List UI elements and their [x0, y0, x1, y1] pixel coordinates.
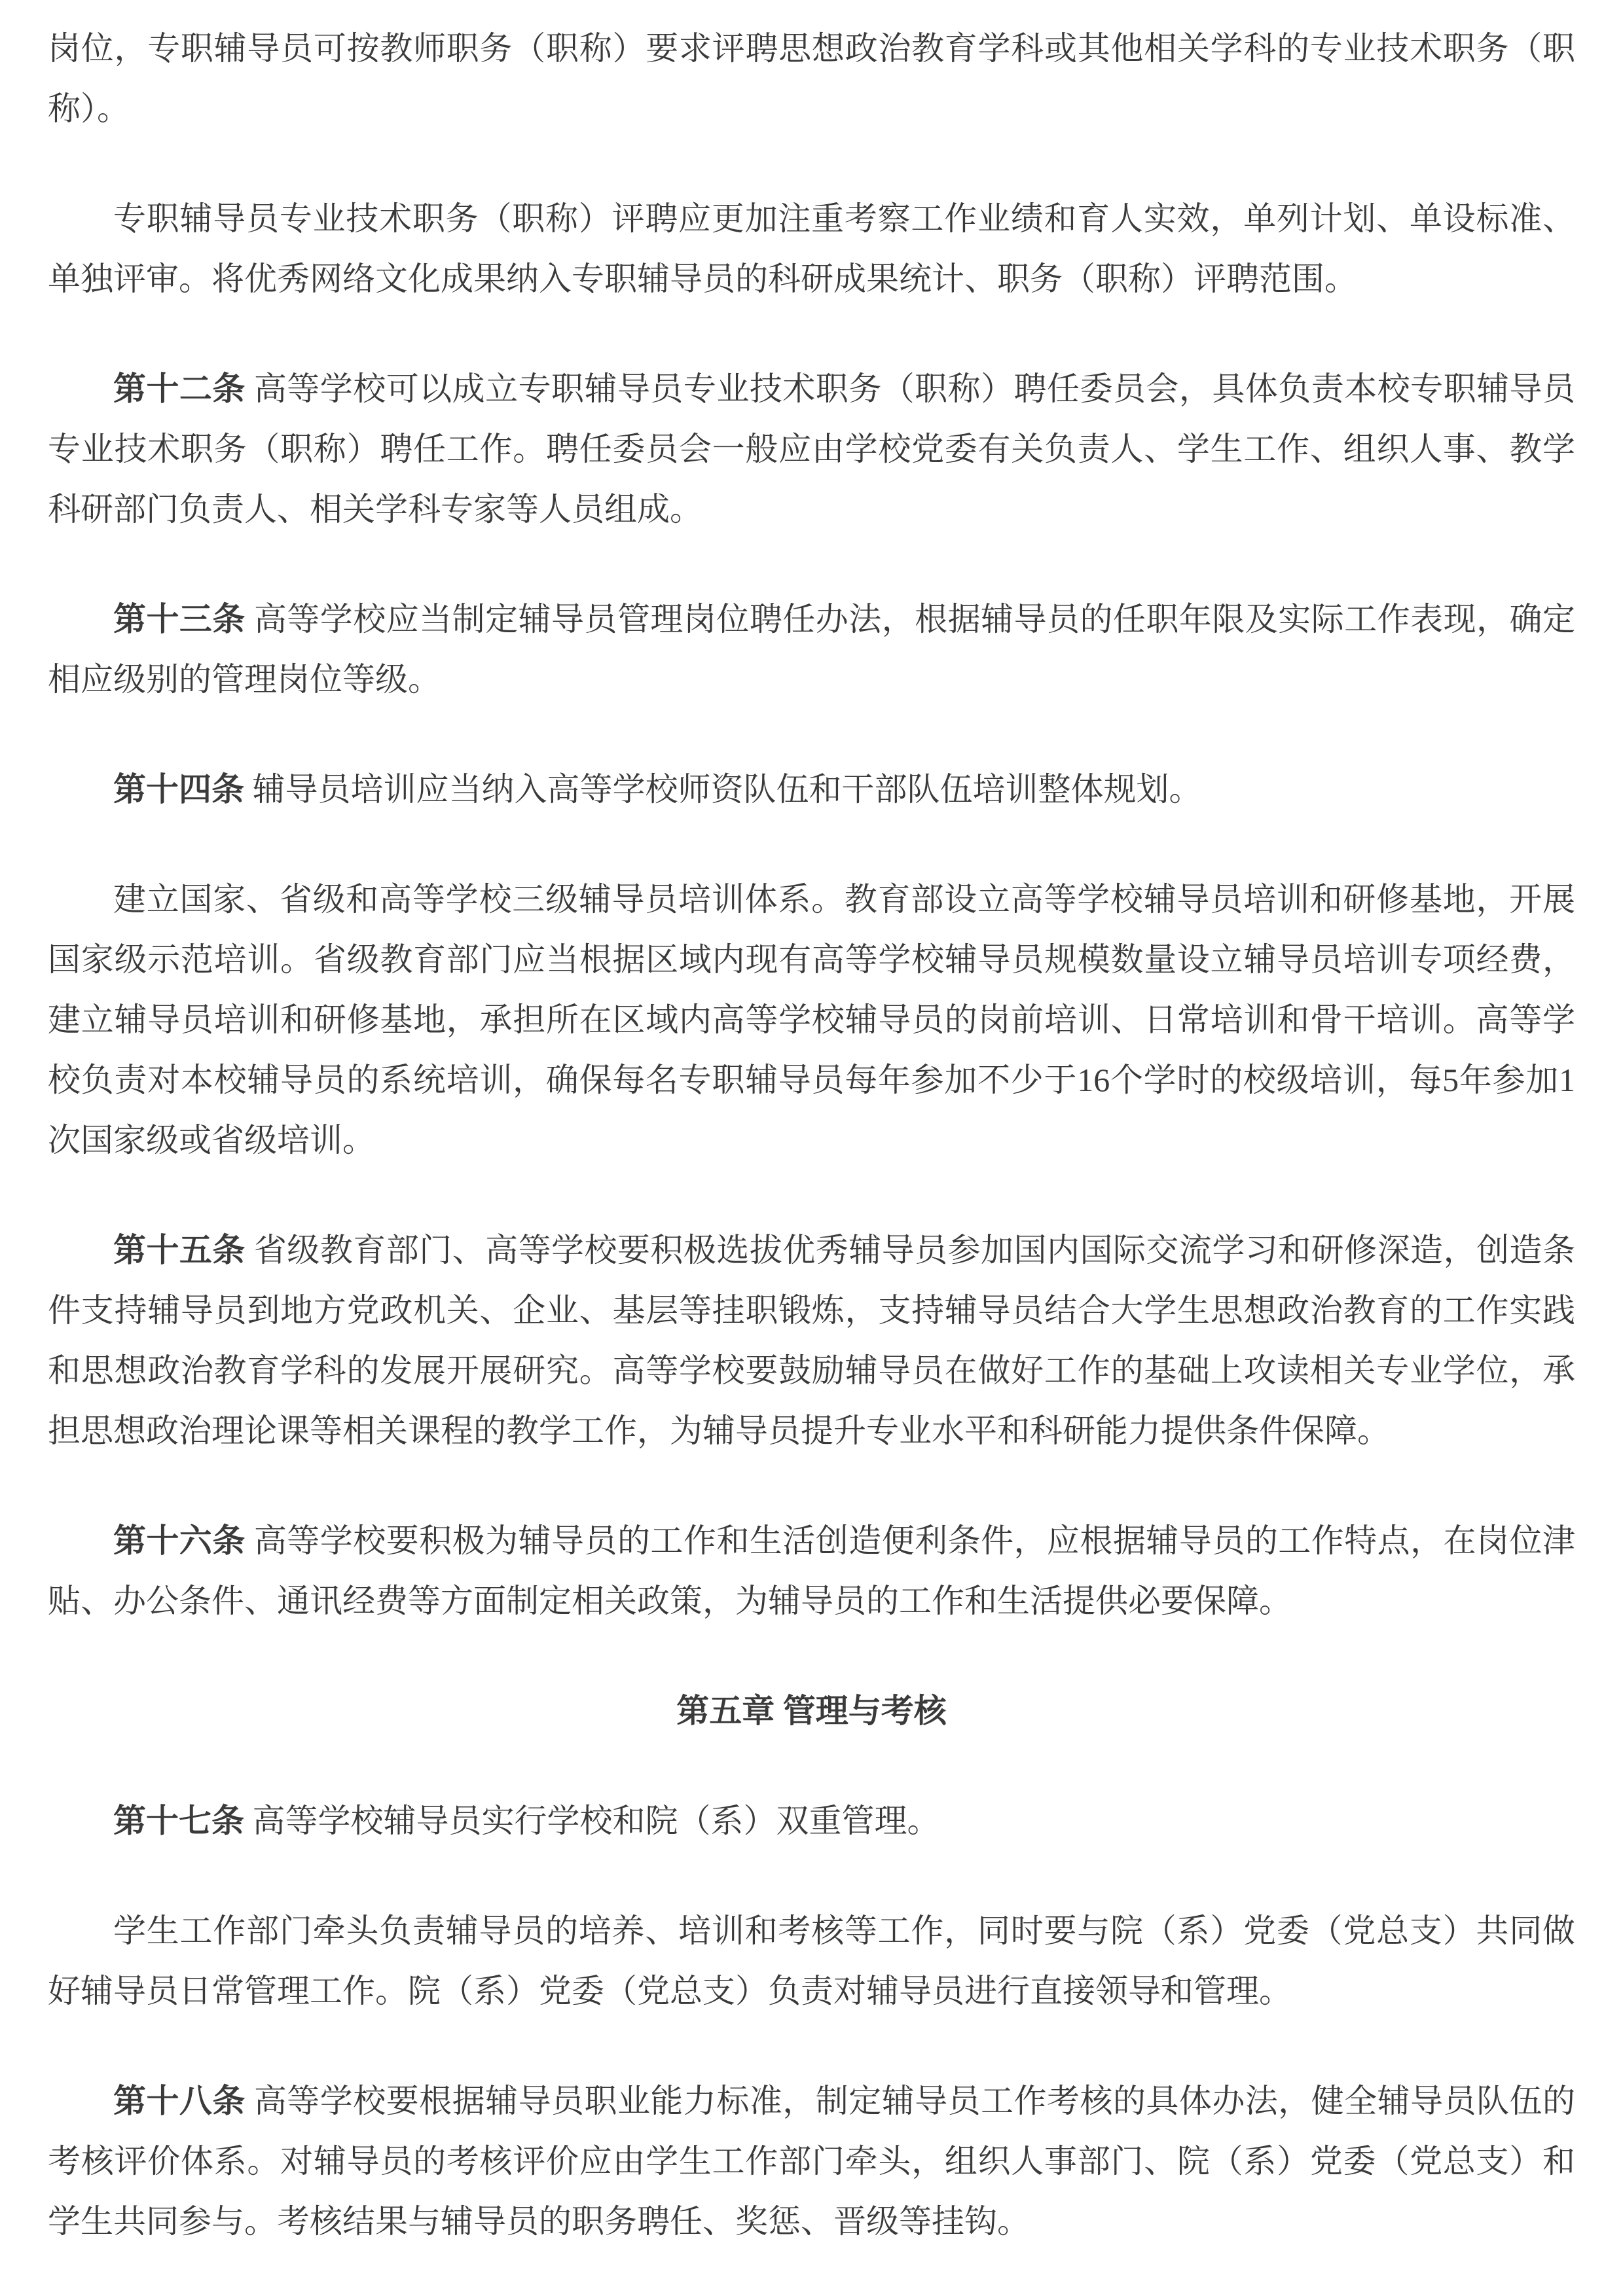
chapter-heading: 第五章 管理与考核 — [676, 1693, 947, 1729]
article-number: 第十四条 — [113, 771, 244, 808]
paragraph: 学生工作部门牵头负责辅导员的培养、培训和考核等工作，同时要与院（系）党委（党总支）共同做好辅导员日常管理工作。院（系）党委（党总支）负责对辅导员进行直接领导和管理。 — [48, 1912, 1575, 2009]
paragraph: 第十二条 高等学校可以成立专职辅导员专业技术职务（职称）聘任委员会，具体负责本校专职辅导员专业技术职务（职称）聘任工作。聘任委员会一般应由学校党委有关负责人、学生工作、组织人事、教学科研部门负责人、相关学科专家等人员组成。 — [48, 370, 1576, 528]
paragraph: 第十七条 高等学校辅导员实行学校和院（系）双重管理。 — [113, 1803, 940, 1839]
paragraph: 第十三条 高等学校应当制定辅导员管理岗位聘任办法，根据辅导员的任职年限及实际工作表现，确定相应级别的管理岗位等级。 — [48, 601, 1576, 698]
document-content — [48, 18, 1575, 2251]
paragraph: 第十五条 省级教育部门、高等学校要积极选拔优秀辅导员参加国内国际交流学习和研修深造，创造条件支持辅导员到地方党政机关、企业、基层等挂职锻炼，支持辅导员结合大学生思想政治教育的工作实践和思想政治教育学科的发展开展研究。高等学校要鼓励辅导员在做好工作的基础上攻读相关专业学位，承担思想政治理论课等相关课程的教学工作，为辅导员提升专业水平和科研能力提供条件保障。 — [48, 1232, 1576, 1449]
article-number: 第十七条 — [113, 1803, 244, 1839]
article-number: 第十二条 — [113, 370, 246, 407]
article-number: 第十三条 — [113, 601, 246, 637]
paragraph: 专职辅导员专业技术职务（职称）评聘应更加注重考察工作业绩和育人实效，单列计划、单设标准、单独评审。将优秀网络文化成果纳入专职辅导员的科研成果统计、职务（职称）评聘范围。 — [48, 200, 1575, 297]
paragraph: 岗位，专职辅导员可按教师职务（职称）要求评聘思想政治教育学科或其他相关学科的专业技术职务（职称）。 — [48, 30, 1575, 127]
paragraph: 第十六条 高等学校要积极为辅导员的工作和生活创造便利条件，应根据辅导员的工作特点，在岗位津贴、办公条件、通讯经费等方面制定相关政策，为辅导员的工作和生活提供必要保障。 — [48, 1522, 1576, 1619]
article-number: 第十六条 — [113, 1522, 246, 1559]
article-number: 第十八条 — [113, 2083, 246, 2119]
paragraph: 第十八条 高等学校要根据辅导员职业能力标准，制定辅导员工作考核的具体办法，健全辅导员队伍的考核评价体系。对辅导员的考核评价应由学生工作部门牵头，组织人事部门、院（系）党委（党总支）和学生共同参与。考核结果与辅导员的职务聘任、奖惩、晋级等挂钩。 — [48, 2083, 1576, 2240]
paragraph: 建立国家、省级和高等学校三级辅导员培训体系。教育部设立高等学校辅导员培训和研修基地，开展国家级示范培训。省级教育部门应当根据区域内现有高等学校辅导员规模数量设立辅导员培训专项经费，建立辅导员培训和研修基地，承担所在区域内高等学校辅导员的岗前培训、日常培训和骨干培训。高等学校负责对本校辅导员的系统培训，确保每名专职辅导员每年参加不少于16个学时的校级培训，每5年参加1次国家级或省级培训。 — [48, 881, 1575, 1158]
article-number: 第十五条 — [113, 1232, 246, 1268]
paragraph: 第十四条 辅导员培训应当纳入高等学校师资队伍和干部队伍培训整体规划。 — [113, 771, 1202, 808]
